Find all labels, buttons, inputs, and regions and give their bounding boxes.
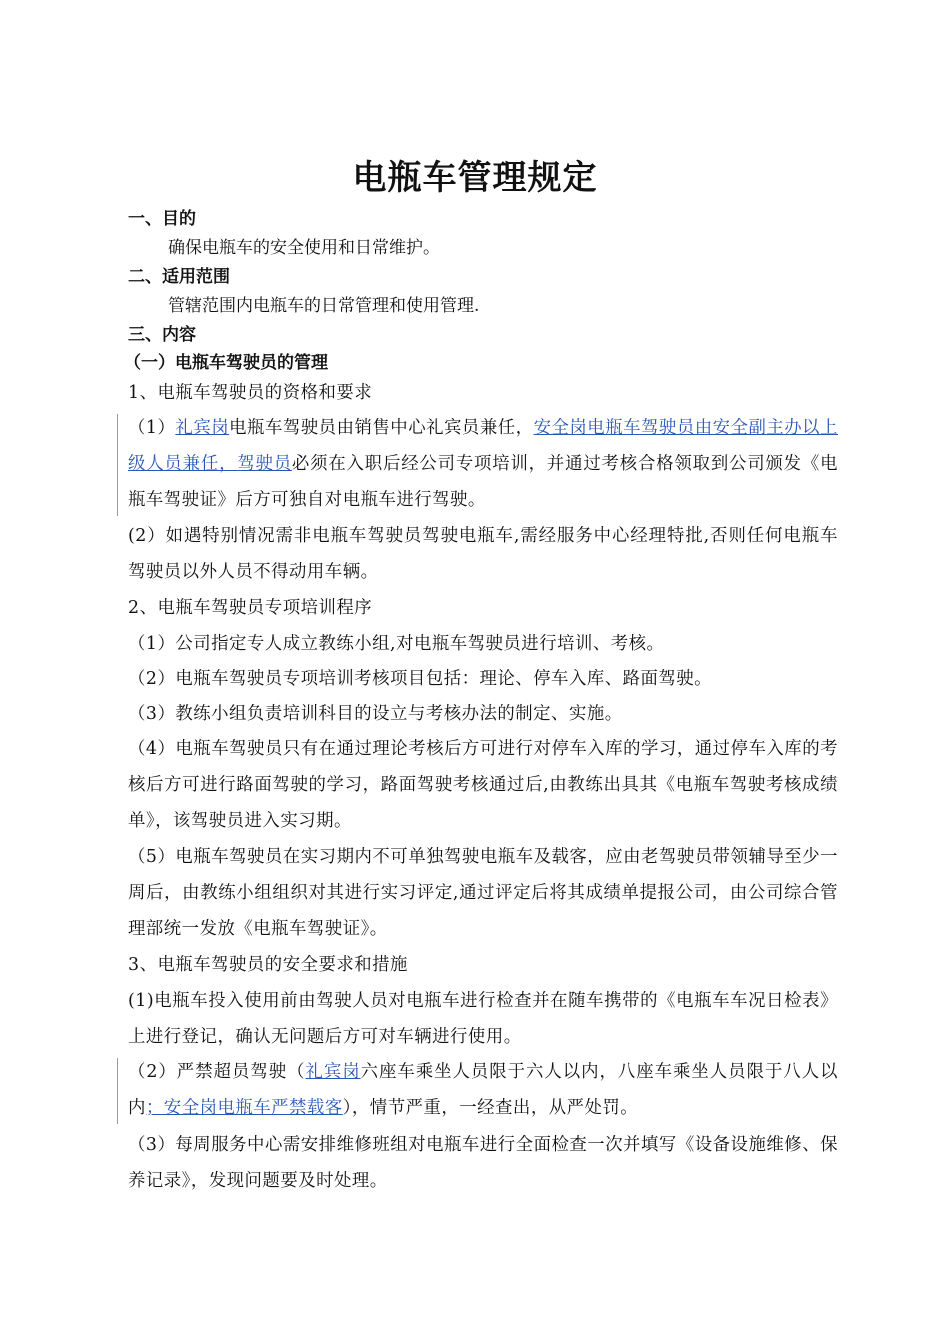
revision-link[interactable]: 礼宾岗 (305, 1062, 361, 1082)
section-heading-purpose: 一、目的 (128, 209, 196, 229)
paragraph: (2）如遇特别情况需非电瓶车驾驶员驾驶电瓶车,需经服务中心经理特批,否则任何电瓶车驾驶员以外人员不得动用车辆。 (128, 526, 838, 582)
page-title: 电瓶车管理规定 (352, 158, 598, 198)
paragraph: (1)电瓶车投入使用前由驾驶人员对电瓶车进行检查并在随车携带的《电瓶车车况日检表》上进行登记，确认无问题后方可对车辆进行使用。 (128, 991, 838, 1047)
paragraph-qualification (128, 410, 838, 518)
text-run: 必须在入职后经公司专项培训，并通过考核合格领取到公司颁发《电瓶车驾驶证》后方可独自对电瓶车进行驾驶。 (128, 454, 838, 510)
section-text-scope: 管辖范围内电瓶车的日常管理和使用管理. (168, 296, 480, 316)
paragraph: （2）电瓶车驾驶员专项培训考核项目包括：理论、停车入库、路面驾驶。 (128, 669, 713, 689)
paragraph: （5）电瓶车驾驶员在实习期内不可单独驾驶电瓶车及载客，应由老驾驶员带领辅导至少一周后，由教练小组组织对其进行实习评定,通过评定后将其成绩单提报公司，由公司综合管理部统一发放《电瓶车驾驶证》。 (128, 847, 838, 939)
text-run: （1） (128, 418, 176, 438)
revision-link[interactable]: 礼宾岗 (175, 418, 230, 438)
text-run: 六座车乘坐人员限于六人以内，八座车乘坐人员限于八人以内 (128, 1062, 838, 1118)
paragraph: 1、电瓶车驾驶员的资格和要求 (128, 383, 373, 403)
paragraph: （1）公司指定专人成立教练小组,对电瓶车驾驶员进行培训、考核。 (128, 634, 665, 654)
paragraph-overload (128, 1054, 838, 1126)
text-run: （2）严禁超员驾驶（ (128, 1062, 306, 1082)
revision-link[interactable]: 安全岗电瓶车驾驶员由安全副主办以上级人员兼任，驾驶员 (128, 418, 838, 474)
change-bar (117, 1058, 118, 1124)
paragraph: 3、电瓶车驾驶员的安全要求和措施 (128, 955, 408, 975)
section-heading-content: 三、内容 (128, 325, 196, 345)
paragraph: （3）教练小组负责培训科目的设立与考核办法的制定、实施。 (128, 704, 623, 724)
paragraph: （3）每周服务中心需安排维修班组对电瓶车进行全面检查一次并填写《设备设施维修、保养记录》，发现问题要及时处理。 (128, 1135, 838, 1191)
section-heading-scope: 二、适用范围 (128, 267, 230, 287)
text-run: ），情节严重，一经查出，从严处罚。 (342, 1098, 639, 1118)
paragraph: （4）电瓶车驾驶员只有在通过理论考核后方可进行对停车入库的学习，通过停车入库的考核后方可进行路面驾驶的学习，路面驾驶考核通过后,由教练出具其《电瓶车驾驶考核成绩单》，该驾驶员进入实习期。 (128, 739, 838, 831)
subsection-heading-drivers: （一）电瓶车驾驶员的管理 (124, 353, 328, 373)
change-bar (117, 414, 118, 516)
text-run: 电瓶车驾驶员由销售中心礼宾员兼任， (229, 418, 534, 438)
revision-link[interactable]: ；安全岗电瓶车严禁载客 (145, 1098, 343, 1118)
paragraph: 2、电瓶车驾驶员专项培训程序 (128, 598, 373, 618)
section-text-purpose: 确保电瓶车的安全使用和日常维护。 (168, 238, 440, 258)
